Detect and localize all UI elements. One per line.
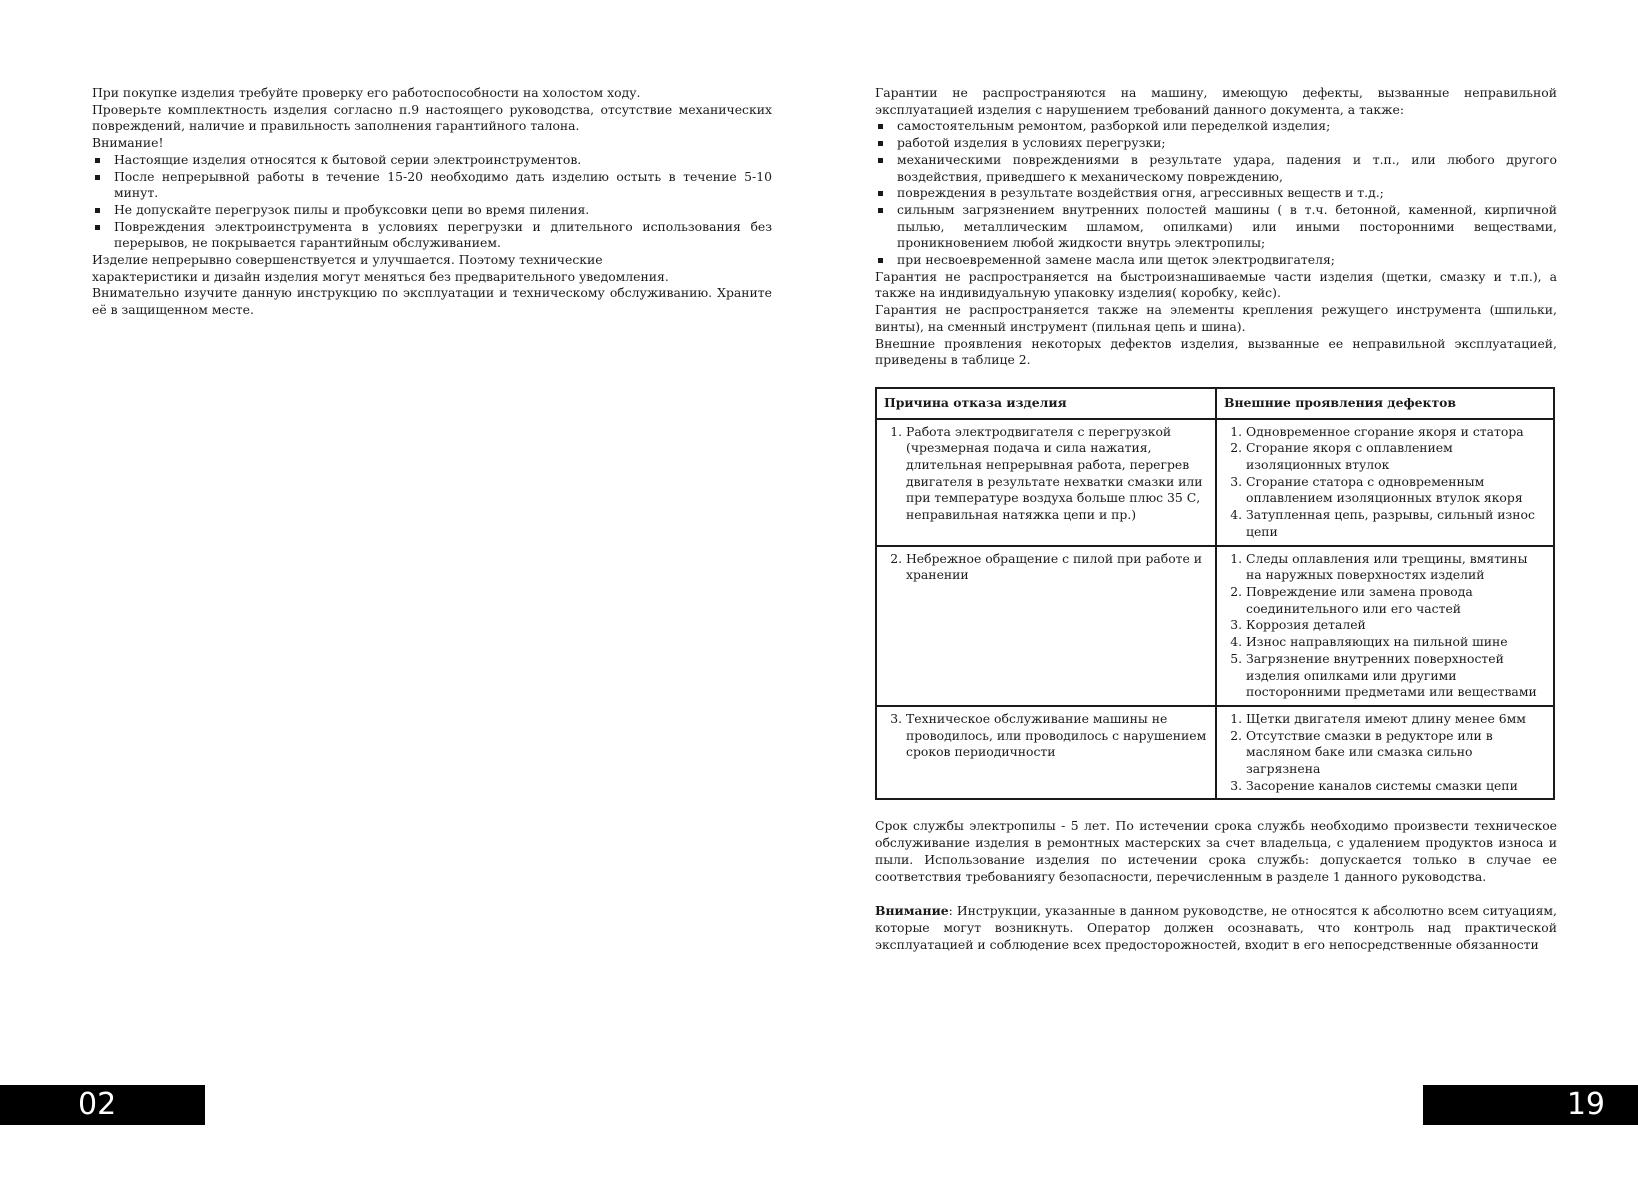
page-number-bar — [1423, 1085, 1638, 1125]
defect-item: 3. Коррозия деталей — [1246, 617, 1546, 634]
column-header-cause: Причина отказа изделия — [876, 388, 1216, 419]
warning-label: Внимание — [875, 903, 949, 919]
cause-cell — [876, 419, 1216, 546]
warning-paragraph — [875, 903, 1557, 953]
table-row — [876, 706, 1554, 800]
cause-text: 1. Работа электродвигателя с перегрузкой (чрезмерная подача и сила нажатия, длительная непрерывная работа, перегрев двигателя в результате нехватки смазки или при температуре воздуха больше плюс 35 С, неправильная натяжка цепи и пр.) — [906, 424, 1208, 524]
defect-item: 3. Засорение каналов системы смазки цепи — [1246, 778, 1546, 795]
cause-text: 3. Техническое обслуживание машины не проводилось, или проводилось с нарушением сроков периодичности — [906, 711, 1208, 761]
list-item: при несвоевременной замене масла или щеток электродвигателя; — [875, 252, 1557, 269]
defect-item: 2. Отсутствие смазки в редукторе или в масляном баке или смазка сильно загрязнена — [1246, 728, 1546, 778]
list-item: После непрерывной работы в течение 15-20 необходимо дать изделию остыть в течение 5-10 минут. — [92, 169, 772, 202]
defect-item: 2. Сгорание якоря с оплавлением изоляционных втулок — [1246, 440, 1546, 473]
right-page — [819, 0, 1638, 1190]
table-row — [876, 546, 1554, 706]
column-header-defects: Внешние проявления дефектов — [1216, 388, 1554, 419]
paragraph: характеристики и дизайн изделия могут меняться без предварительного уведомления. — [92, 268, 669, 284]
list-item: сильным загрязнением внутренних полостей машины ( в т.ч. бетонной, каменной, кирпичной пылью, металлическим шламом, опилками) или иными посторонними веществами, проникновением любой жидкости внутрь электропилы; — [875, 202, 1557, 252]
list-item: самостоятельным ремонтом, разборкой или переделкой изделия; — [875, 118, 1557, 135]
page-number-bar — [0, 1085, 205, 1125]
defects-cell — [1216, 419, 1554, 546]
paragraph: Гарантии не распространяются на машину, имеющую дефекты, вызванные неправильной эксплуатацией изделия с нарушением требований данного документа, а также: — [875, 85, 1557, 117]
defect-item: 4. Износ направляющих на пильной шине — [1246, 634, 1546, 651]
list-item: Настоящие изделия относятся к бытовой серии электроинструментов. — [92, 152, 772, 169]
warning-text: : Инструкции, указанные в данном руководстве, не относятся к абсолютно всем ситуациям, которые могут возникнуть. Оператор должен осознавать, что контроль над практической эксплуатацией и соблюдение всех предосторожностей, входит в его непосредственные обязанности — [875, 903, 1557, 952]
paragraph: Внимательно изучите данную инструкцию по эксплуатации и техническому обслуживанию. Храните её в защищенном месте. — [92, 285, 772, 318]
cause-cell — [876, 706, 1216, 800]
paragraph: Проверьте комплектность изделия согласно п.9 настоящего руководства, отсутствие механических повреждений, наличие и правильность заполнения гарантийного талона. — [92, 101, 772, 134]
attention-heading: Внимание! — [92, 135, 164, 151]
bullet-list — [875, 118, 1557, 268]
list-item: механическими повреждениями в результате удара, падения и т.п., или любого другого воздействия, приведшего к механическому повреждению, — [875, 152, 1557, 185]
defect-item: 2. Повреждение или замена провода соединительного или его частей — [1246, 584, 1546, 617]
left-text-column — [92, 85, 772, 319]
page-number: 02 — [78, 1087, 117, 1122]
paragraph: Гарантия не распространяется на быстроизнашиваемые части изделия (щетки, смазку и т.п.), а также на индивидуальную упаковку изделия( коробку, кейс). — [875, 268, 1557, 301]
defect-item: 3. Сгорание статора с одновременным оплавлением изоляционных втулок якоря — [1246, 474, 1546, 507]
defect-item: 4. Затупленная цепь, разрывы, сильный износ цепи — [1246, 507, 1546, 540]
defect-item: 1. Одновременное сгорание якоря и статора — [1246, 424, 1546, 441]
table-header-row — [876, 388, 1554, 419]
defects-table — [875, 387, 1555, 800]
page-number: 19 — [1566, 1087, 1605, 1122]
defects-cell — [1216, 706, 1554, 800]
list-item: работой изделия в условиях перегрузки; — [875, 135, 1557, 152]
defect-item: 1. Следы оплавления или трещины, вмятины на наружных поверхностях изделий — [1246, 551, 1546, 584]
paragraph: Изделие непрерывно совершенствуется и улучшается. Поэтому технические — [92, 252, 603, 268]
defects-cell — [1216, 546, 1554, 706]
cause-text: 2. Небрежное обращение с пилой при работе и хранении — [906, 551, 1208, 584]
defect-item: 5. Загрязнение внутренних поверхностей изделия опилками или другими посторонними предметами или веществами — [1246, 651, 1546, 701]
bullet-list — [92, 152, 772, 252]
paragraph: Гарантия не распространяется также на элементы крепления режущего инструмента (шпильки, винты), на сменный инструмент (пильная цепь и шина). — [875, 302, 1557, 334]
cause-cell — [876, 546, 1216, 706]
list-item: Повреждения электроинструмента в условиях перегрузки и длительного использования без перерывов, не покрывается гарантийным обслуживанием. — [92, 219, 772, 252]
list-item: повреждения в результате воздействия огня, агрессивных веществ и т.д.; — [875, 185, 1557, 202]
paragraph: Внешние проявления некоторых дефектов изделия, вызванные ее неправильной эксплуатацией, приведены в таблице 2. — [875, 335, 1557, 368]
right-text-column — [875, 85, 1557, 953]
paragraph: При покупке изделия требуйте проверку его работоспособности на холостом ходу. — [92, 85, 641, 100]
table-row — [876, 419, 1554, 546]
service-life-paragraph: Срок службы электропилы - 5 лет. По истечении срока службь необходимо произвести техническое обслуживание изделия в ремонтных мастерских за счет владельца, с удалением продуктов износа и пыли. Использование изделия по истечении срока службь: допускается только в случае ее соответствия требованиягу безопасности, перечисленным в разделе 1 данного руководства. — [875, 818, 1557, 884]
defect-item: 1. Щетки двигателя имеют длину менее 6мм — [1246, 711, 1546, 728]
list-item: Не допускайте перегрузок пилы и пробуксовки цепи во время пиления. — [92, 202, 772, 219]
